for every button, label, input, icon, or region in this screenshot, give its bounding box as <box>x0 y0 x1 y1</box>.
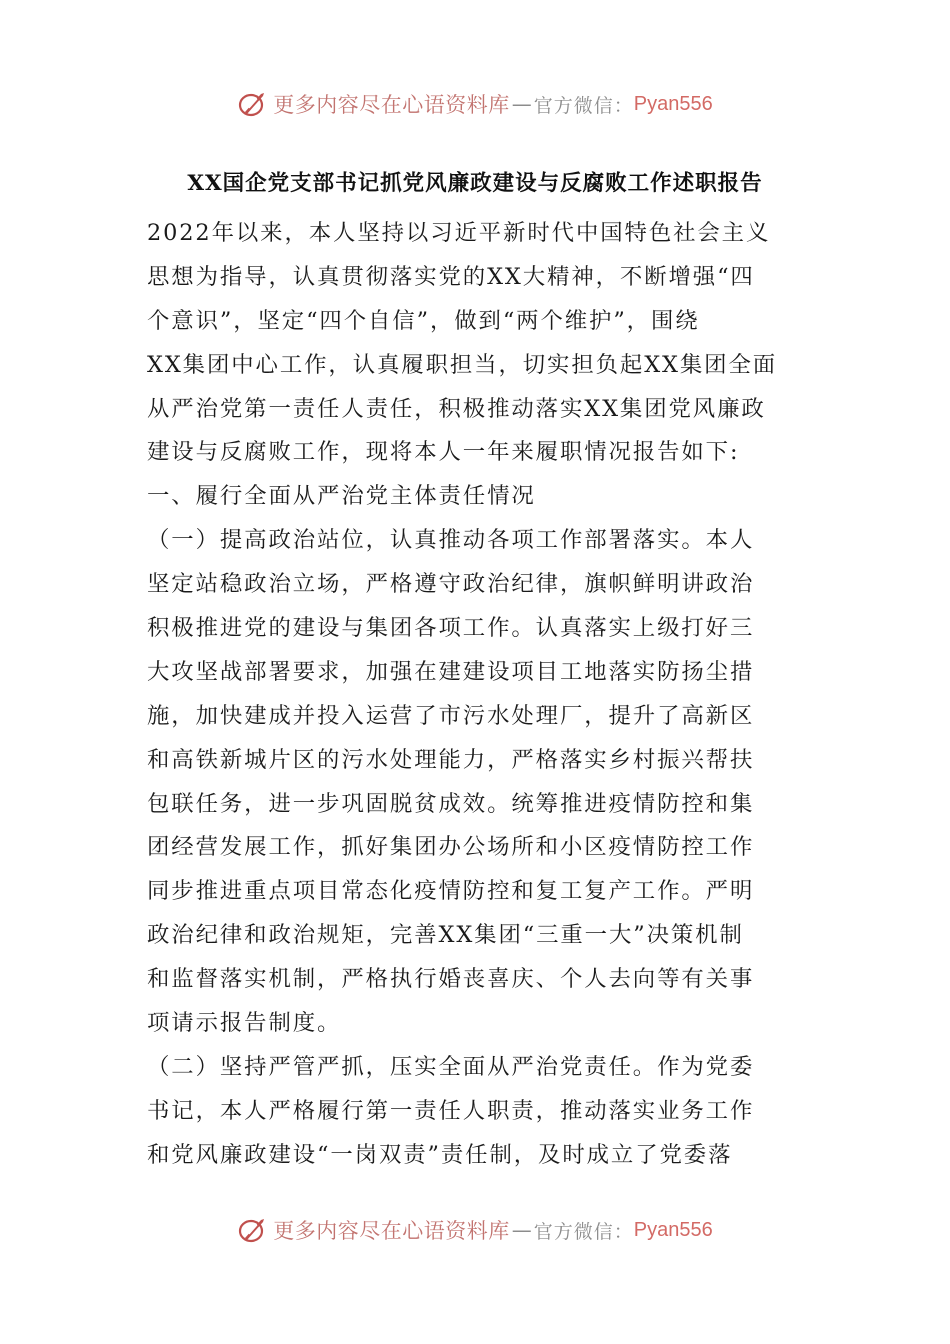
body-line: 大攻坚战部署要求，加强在建建设项目工地落实防扬尘措 <box>147 658 755 685</box>
banner-separator: — <box>511 1218 532 1242</box>
body-line: 项请示报告制度。 <box>147 1010 342 1037</box>
banner-wechat-label: 官方微信： <box>533 1220 634 1243</box>
banner-wechat-id: Pyan556 <box>633 92 713 115</box>
quill-logo-icon <box>237 88 269 120</box>
body-line: 团经营发展工作，抓好集团办公场所和小区疫情防控工作 <box>147 834 755 861</box>
body-line: 和监督落实机制，严格执行婚丧喜庆、个人去向等有关事 <box>147 966 755 993</box>
banner-separator: — <box>511 92 532 116</box>
body-line: 和党风廉政建设“一岗双责”责任制，及时成立了党委落 <box>147 1141 733 1168</box>
body-line: 书记，本人严格履行第一责任人职责，推动落实业务工作 <box>147 1097 755 1124</box>
body-line: 同步推进重点项目常态化疫情防控和复工复产工作。严明 <box>147 878 755 905</box>
quill-logo-icon <box>237 1214 269 1246</box>
body-line: （二）坚持严管严抓，压实全面从严治党责任。作为党委 <box>147 1053 755 1080</box>
body-line: 建设与反腐败工作，现将本人一年来履职情况报告如下: <box>147 439 740 466</box>
body-line: 政治纪律和政治规矩，完善XX集团“三重一大”决策机制 <box>147 922 744 949</box>
body-line: 从严治党第一责任人责任，积极推动落实XX集团党风廉政 <box>147 395 766 422</box>
banner-brand-text: 更多内容尽在心语资料库 <box>273 93 510 117</box>
body-line: 2022年以来，本人坚持以习近平新时代中国特色社会主义 <box>147 220 771 246</box>
body-line: 积极推进党的建设与集团各项工作。认真落实上级打好三 <box>147 615 755 642</box>
body-line: 坚定站稳政治立场，严格遵守政治纪律，旗帜鲜明讲政治 <box>147 571 755 598</box>
body-line: XX集团中心工作，认真履职担当，切实担负起XX集团全面 <box>147 351 778 378</box>
body-line: 施，加快建成并投入运营了市污水处理厂，提升了高新区 <box>147 702 755 729</box>
document-title: XX国企党支部书记抓党风廉政建设与反腐败工作述职报告 <box>187 171 763 196</box>
document-body <box>147 212 807 1178</box>
body-line: 思想为指导，认真贯彻落实党的XX大精神，不断增强“四 <box>147 263 755 290</box>
banner-wechat-id: Pyan556 <box>633 1218 713 1241</box>
body-line: 和高铁新城片区的污水处理能力，严格落实乡村振兴帮扶 <box>147 746 755 773</box>
section-heading: 一、履行全面从严治党主体责任情况 <box>147 483 536 510</box>
banner-wechat-label: 官方微信： <box>533 94 634 117</box>
body-line: 包联任务，进一步巩固脱贫成效。统筹推进疫情防控和集 <box>147 790 755 817</box>
body-line: （一）提高政治站位，认真推动各项工作部署落实。本人 <box>147 527 755 554</box>
body-line: 个意识”，坚定“四个自信”，做到“两个维护”，围绕 <box>147 307 700 334</box>
top-watermark-banner <box>0 84 950 124</box>
bottom-watermark-banner <box>0 1210 950 1250</box>
banner-brand-text: 更多内容尽在心语资料库 <box>273 1219 510 1243</box>
